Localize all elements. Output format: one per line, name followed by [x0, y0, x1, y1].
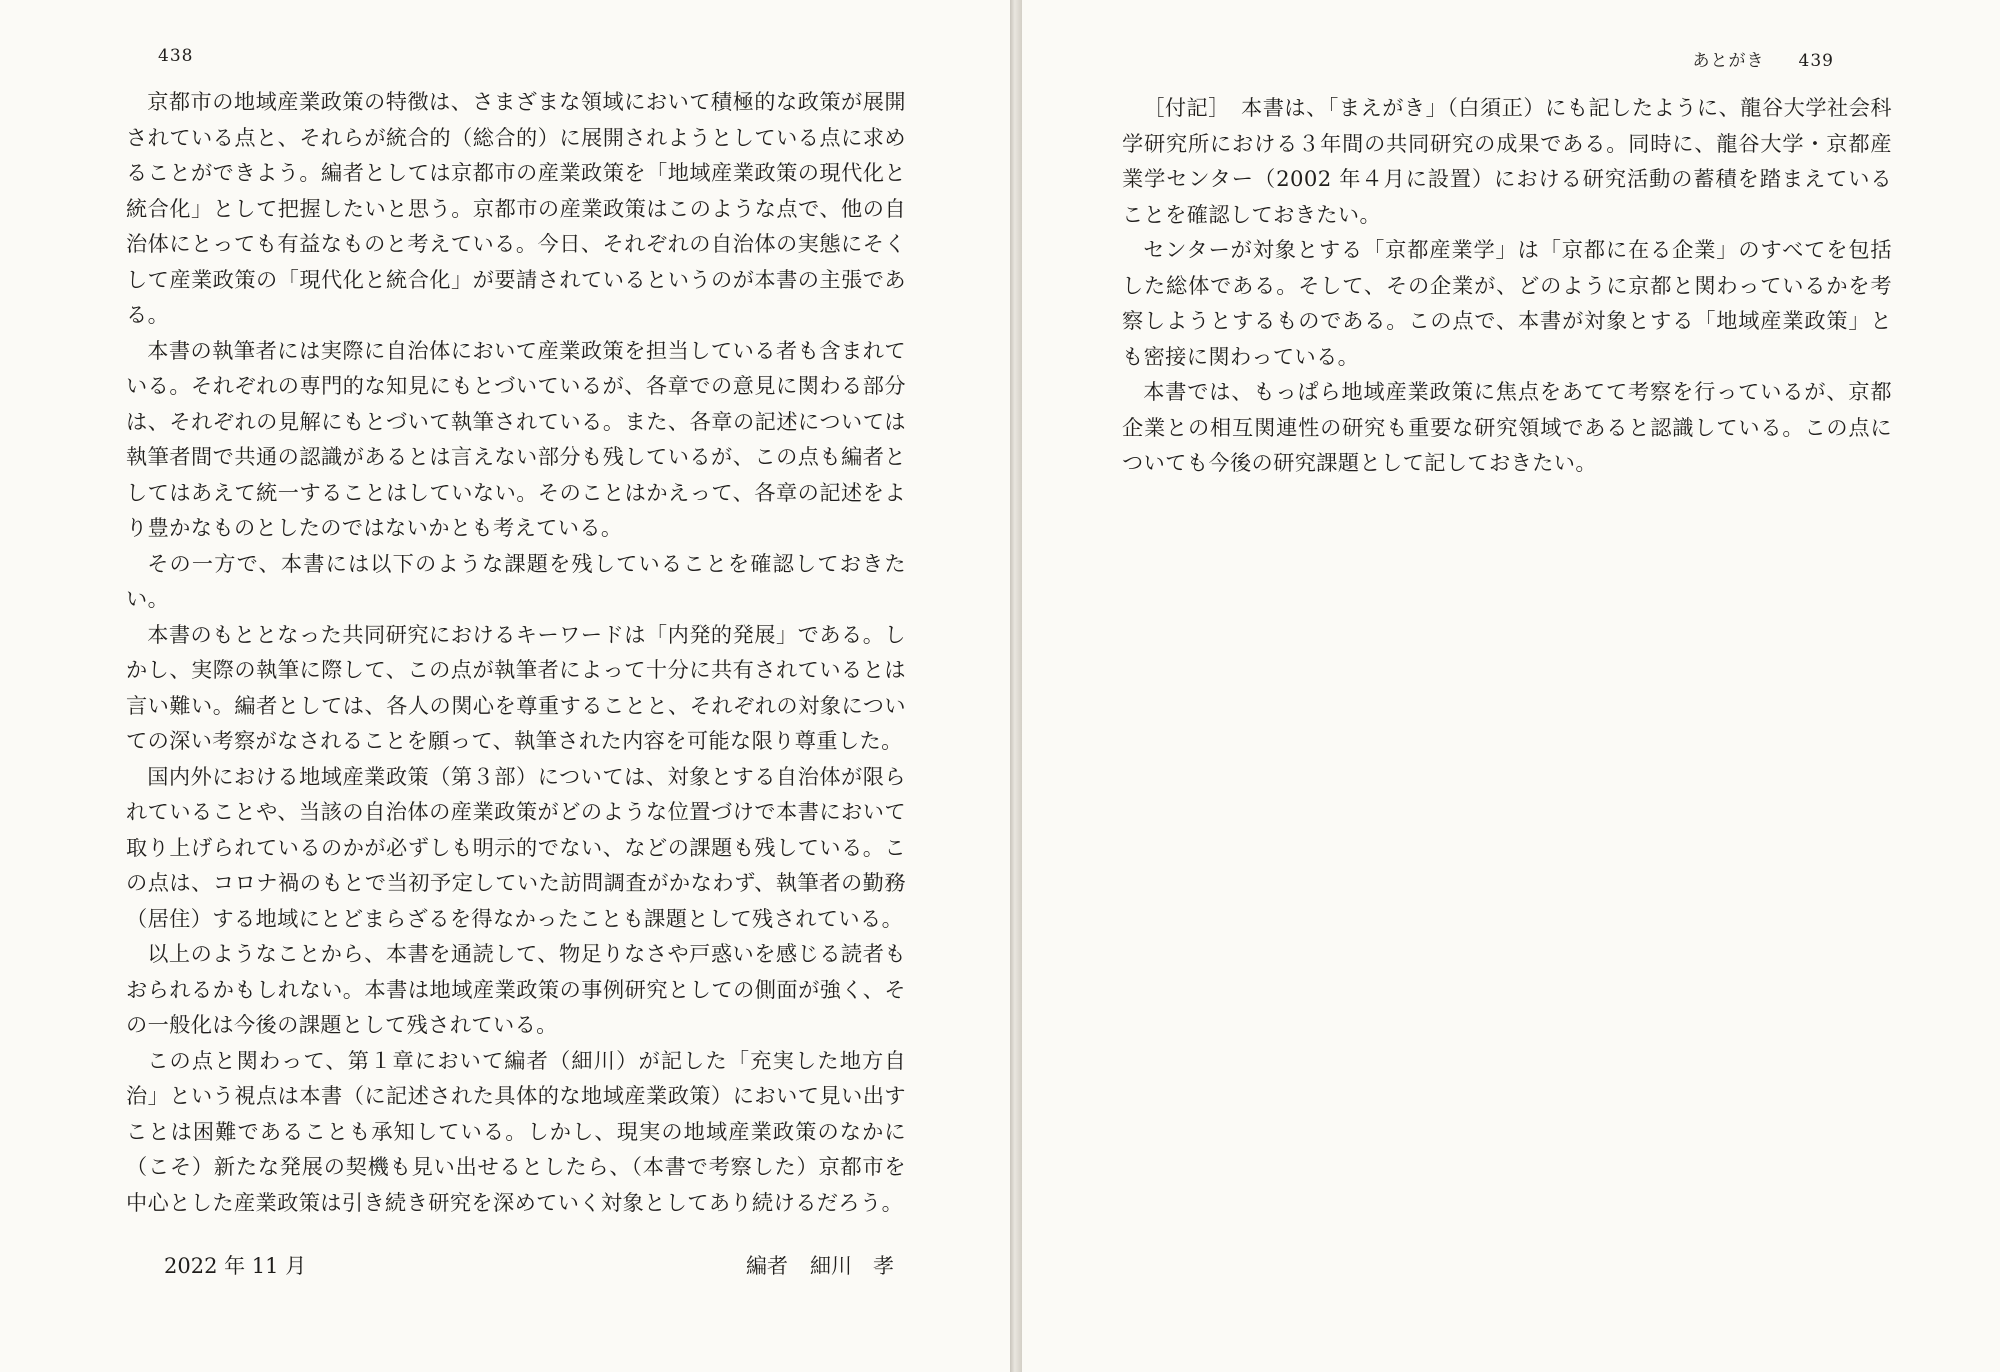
editor-role: 編者	[746, 1254, 788, 1278]
note-paragraph-3: 本書では、もっぱら地域産業政策に焦点をあてて考察を行っているが、京都企業との相互関連性の研究も重要な研究領域であると認識している。この点についても今後の研究課題として記しておきたい。	[1122, 379, 1892, 475]
paragraph-2: 本書の執筆者には実際に自治体において産業政策を担当している者も含まれている。それぞれの専門的な知見にもとづいているが、各章での意見に関わる部分は、それぞれの見解にもとづいて執筆されている。また、各章の記述については執筆者間で共通の認識があるとは言えない部分も残しているが、この点も編者としてはあえて統一することはしていない。そのことはかえって、各章の記述をより豊かなものとしたのではないかとも考えている。	[126, 337, 906, 540]
left-page-body	[126, 84, 906, 1220]
paragraph-5: 国内外における地域産業政策（第３部）については、対象とする自治体が限られていることや、当該の自治体の産業政策がどのような位置づけで本書において取り上げられているのかが必ずしも明示的でない、などの課題も残している。この点は、コロナ禍のもとで当初予定していた訪問調査がかなわず、執筆者の勤務（居住）する地域にとどまらざるを得なかったことも課題として残されている。	[126, 763, 906, 931]
paragraph-6: 以上のようなことから、本書を通読して、物足りなさや戸惑いを感じる読者もおられるかもしれない。本書は地域産業政策の事例研究としての側面が強く、その一般化は今後の課題として残されている。	[126, 941, 906, 1037]
right-page-number: 439	[1798, 51, 1834, 71]
paragraph-7: この点と関わって、第１章において編者（細川）が記した「充実した地方自治」という視点は本書（に記述された具体的な地域産業政策）において見い出すことは困難であることも承知している。しかし、現実の地域産業政策のなかに（こそ）新たな発展の契機も見い出せるとしたら、（本書で考察した）京都市を中心とした産業政策は引き続き研究を深めていく対象としてあり続けるだろう。	[126, 1047, 906, 1215]
book-gutter	[1010, 0, 1022, 1372]
running-title: あとがき	[1692, 51, 1765, 71]
date: 2022 年 11 月	[164, 1254, 307, 1278]
paragraph-1: 京都市の地域産業政策の特徴は、さまざまな領域において積極的な政策が展開されている点と、それらが統合的（総合的）に展開されようとしている点に求めることができよう。編者としては京都市の産業政策を「地域産業政策の現代化と統合化」として把握したいと思う。京都市の産業政策はこのような点で、他の自治体にとっても有益なものと考えている。今日、それぞれの自治体の実態にそくして産業政策の「現代化と統合化」が要請されているというのが本書の主張である。	[126, 89, 906, 327]
right-page-header	[1693, 46, 1834, 71]
left-page-number: 438	[158, 46, 194, 66]
editor-name: 細川 孝	[810, 1254, 894, 1278]
note-paragraph-2: センターが対象とする「京都産業学」は「京都に在る企業」のすべてを包括した総体である。そして、その企業が、どのように京都と関わっているかを考察しようとするものである。この点で、本書が対象とする「地域産業政策」とも密接に関わっている。	[1122, 237, 1892, 369]
paragraph-4: 本書のもととなった共同研究におけるキーワードは「内発的発展」である。しかし、実際の執筆に際して、この点が執筆者によって十分に共有されているとは言い難い。編者としては、各人の関心を尊重することと、それぞれの対象についての深い考察がなされることを願って、執筆された内容を可能な限り尊重した。	[126, 621, 906, 753]
editor-credit	[746, 1250, 894, 1280]
paragraph-3: その一方で、本書には以下のような課題を残していることを確認しておきたい。	[126, 550, 906, 611]
note-paragraph-1: ［付記］ 本書は、「まえがき」（白須正）にも記したように、龍谷大学社会科学研究所における３年間の共同研究の成果である。同時に、龍谷大学・京都産業学センター（2002 年４月に設置）における研究活動の蓄積を踏まえていることを確認しておきたい。	[1122, 95, 1892, 227]
right-page-body	[1122, 90, 1892, 481]
right-page	[1022, 0, 2000, 1372]
